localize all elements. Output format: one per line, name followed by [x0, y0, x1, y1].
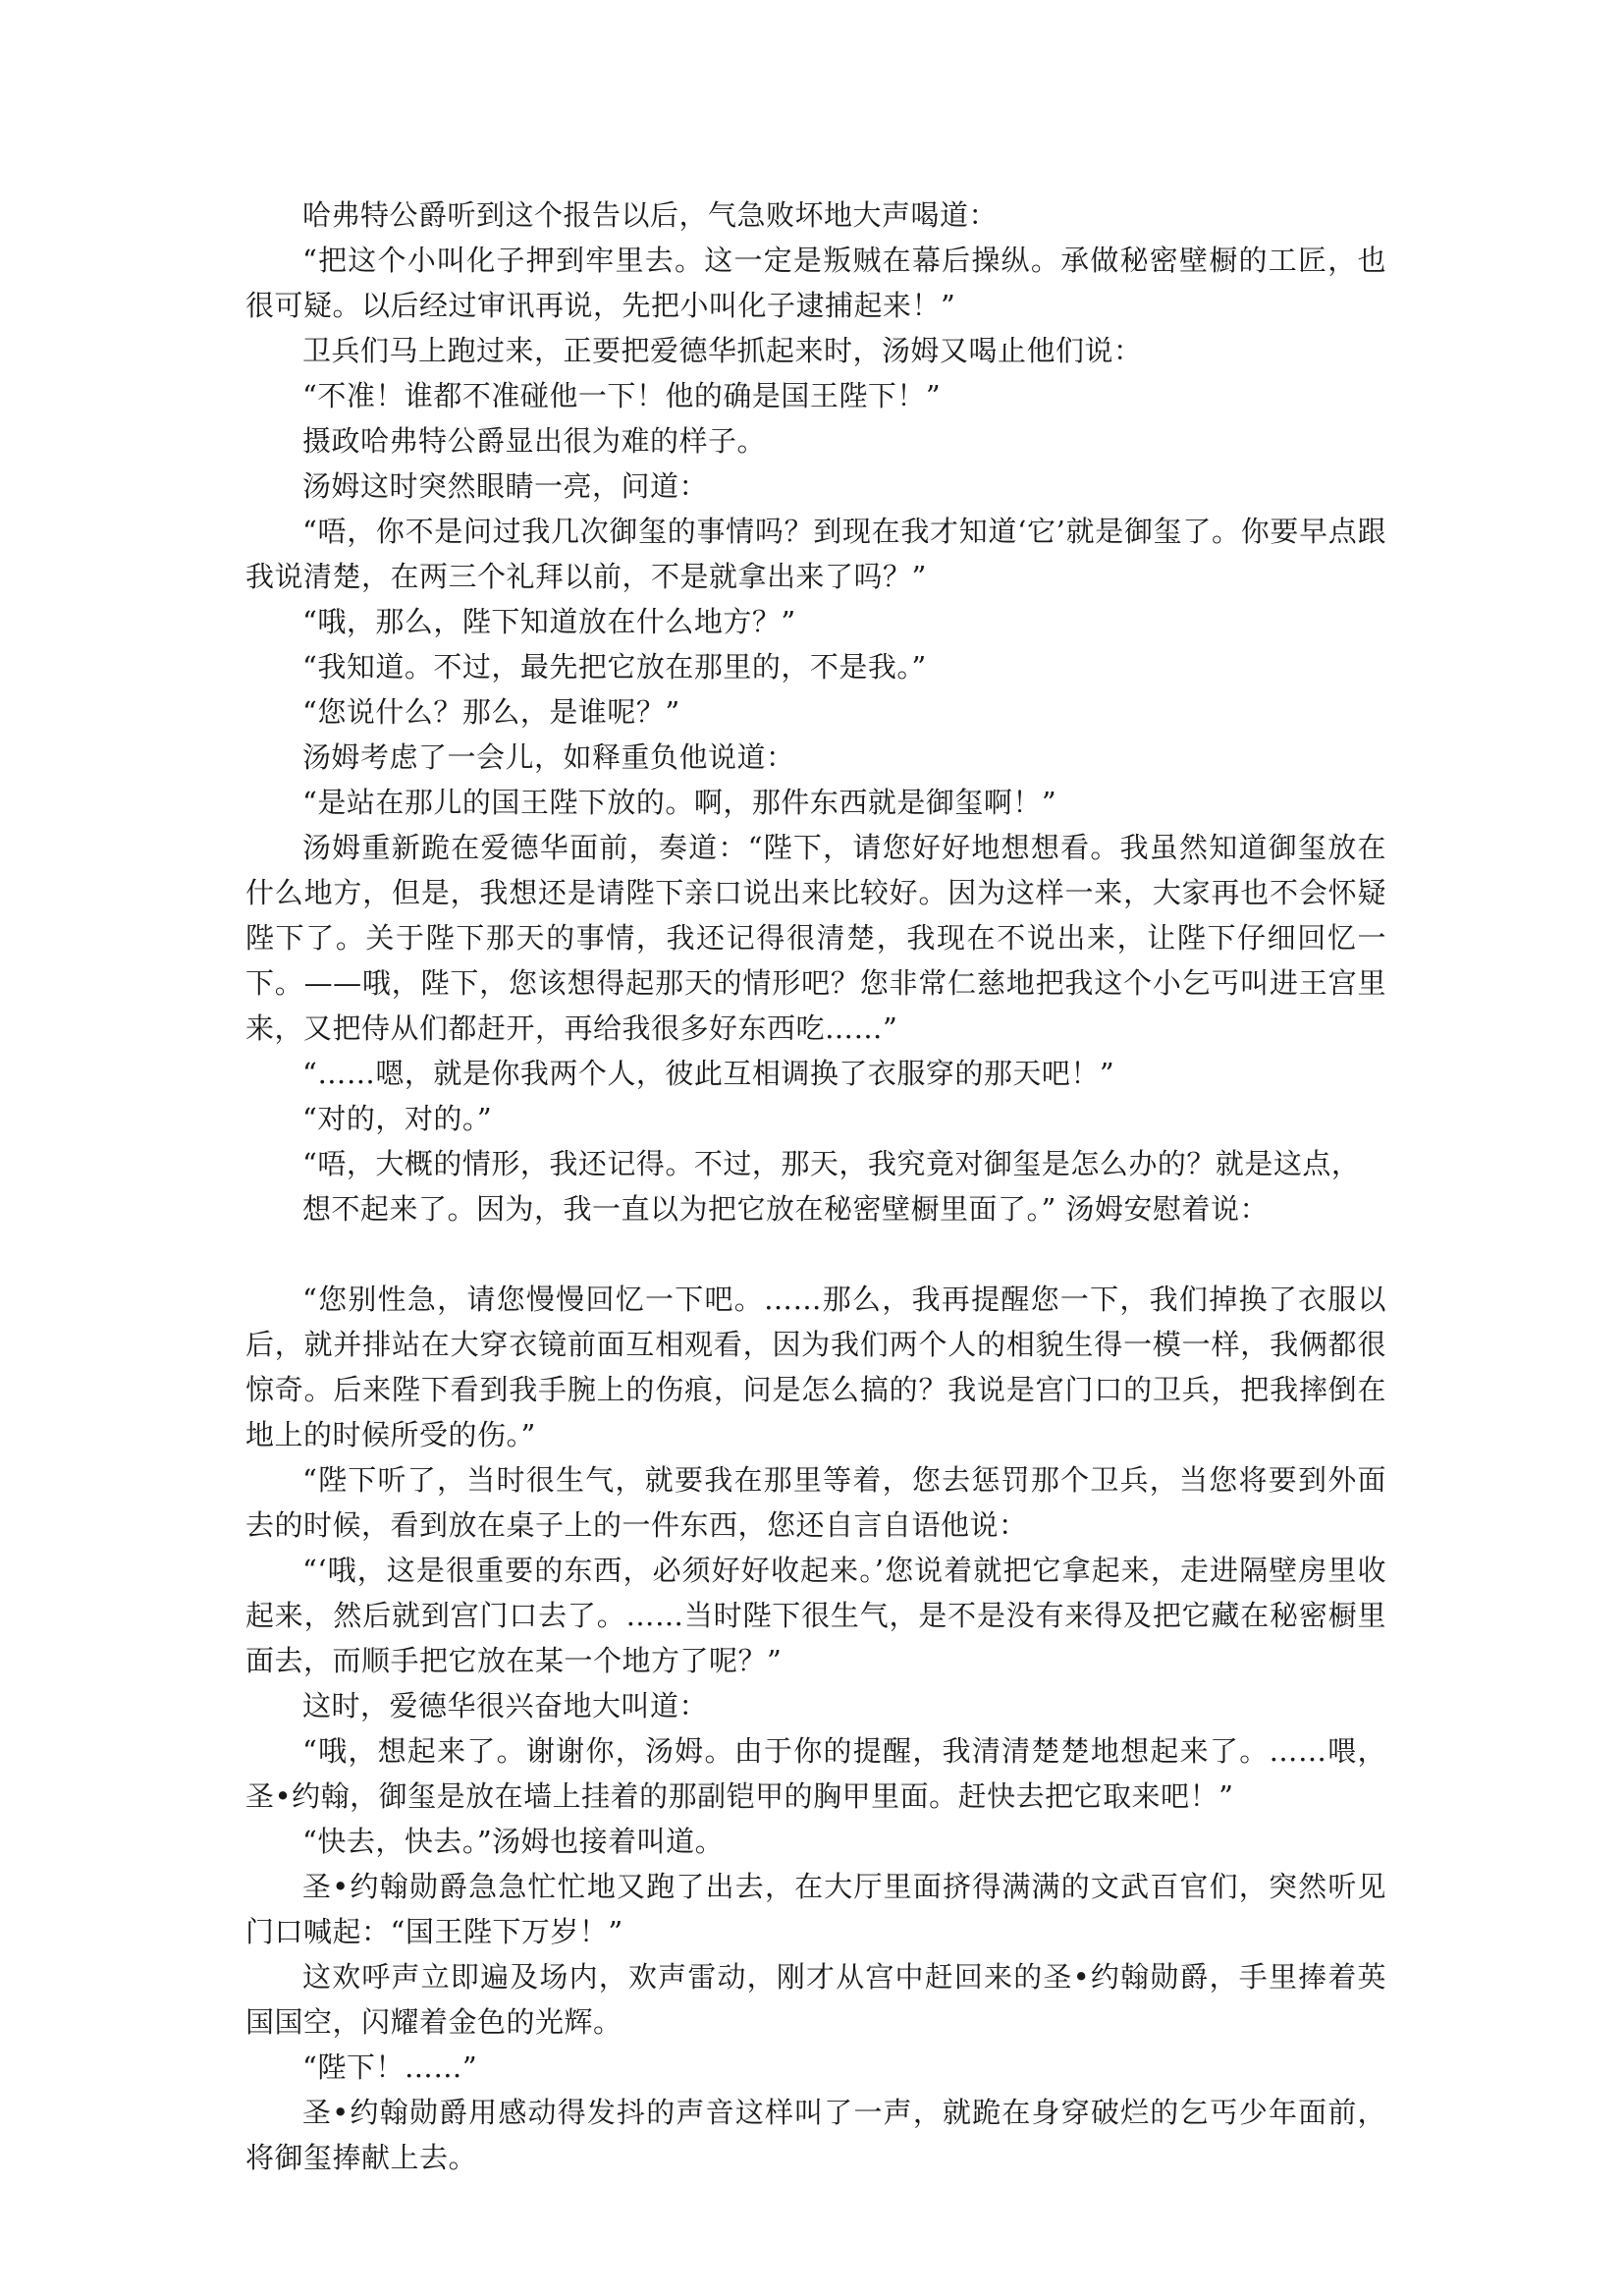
paragraph-24: 圣•约翰勋爵急急忙忙地又跑了出去，在大厅里面挤得满满的文武百官们，突然听见门口喊起：“国王陛下万岁！”	[245, 1870, 1386, 1948]
paragraph-21: 这时，爱德华很兴奋地大叫道：	[302, 1689, 709, 1722]
paragraph-6: 汤姆这时突然眼睛一亮，问道：	[302, 469, 709, 503]
paragraph-20: “‘哦，这是很重要的东西，必须好好收起来。’您说着就把它拿起来，走进隔壁房里收起来，然后就到宫门口去了。……当时陛下很生气，是不是没有来得及把它藏在秘密橱里面去，而顺手把它放在某一个地方了呢？”	[245, 1554, 1386, 1677]
paragraph-25: 这欢呼声立即遍及场内，欢声雷动，刚才从宫中赶回来的圣•约翰勋爵，手里捧着英国国空，闪耀着金色的光辉。	[245, 1960, 1386, 2039]
paragraph-19: “陛下听了，当时很生气，就要我在那里等着，您去惩罚那个卫兵，当您将要到外面去的时候，看到放在桌子上的一件东西，您还自言自语他说：	[245, 1463, 1386, 1542]
paragraph-5: 摄政哈弗特公爵显出很为难的样子。	[302, 424, 767, 458]
paragraph-17: 想不起来了。因为，我一直以为把它放在秘密壁橱里面了。” 汤姆安慰着说：	[302, 1192, 1270, 1226]
paragraph-gap	[245, 1231, 1386, 1277]
paragraph-16: “唔，大概的情形，我还记得。不过，那天，我究竟对御玺是怎么办的？就是这点，	[302, 1147, 1361, 1180]
paragraph-15: “对的，对的。”	[302, 1102, 493, 1135]
paragraph-12: “是站在那儿的国王陛下放的。啊，那件东西就是御玺啊！”	[302, 786, 1057, 819]
paragraph-14: “……嗯，就是你我两个人，彼此互相调换了衣服穿的那天吧！”	[302, 1057, 1115, 1090]
paragraph-10: “您说什么？那么，是谁呢？”	[302, 695, 680, 729]
paragraph-8: “哦，那么，陛下知道放在什么地方？”	[302, 605, 796, 638]
paragraph-18: “您别性急，请您慢慢回忆一下吧。……那么，我再提醒您一下，我们掉换了衣服以后，就并排站在大穿衣镜前面互相观看，因为我们两个人的相貌生得一模一样，我俩都很惊奇。后来陛下看到我手腕上的伤痕，问是怎么搞的？我说是宫门口的卫兵，把我摔倒在地上的时候所受的伤。”	[245, 1283, 1386, 1451]
paragraph-2: “把这个小叫化子押到牢里去。这一定是叛贼在幕后操纵。承做秘密壁橱的工匠，也很可疑。以后经过审讯再说，先把小叫化子逮捕起来！”	[245, 244, 1386, 322]
paragraph-22: “哦，想起来了。谢谢你，汤姆。由于你的提醒，我清清楚楚地想起来了。……喂，圣•约翰，御玺是放在墙上挂着的那副铠甲的胸甲里面。赶快去把它取来吧！”	[245, 1734, 1386, 1813]
paragraph-13: 汤姆重新跪在爱德华面前，奏道：“陛下，请您好好地想想看。我虽然知道御玺放在什么地方，但是，我想还是请陛下亲口说出来比较好。因为这样一来，大家再也不会怀疑陛下了。关于陛下那天的事情，我还记得很清楚，我现在不说出来，让陛下仔细回忆一下。——哦，陛下，您该想得起那天的情形吧？您非常仁慈地把我这个小乞丐叫进王宫里来，又把侍从们都赶开，再给我很多好东西吃……”	[245, 831, 1386, 1045]
paragraph-11: 汤姆考虑了一会儿，如释重负他说道：	[302, 740, 795, 774]
paragraph-27: 圣•约翰勋爵用感动得发抖的声音这样叫了一声，就跪在身穿破烂的乞丐少年面前，将御玺捧献上去。	[245, 2096, 1386, 2174]
paragraph-23: “快去，快去。”汤姆也接着叫道。	[302, 1825, 725, 1858]
paragraph-1: 哈弗特公爵听到这个报告以后，气急败坏地大声喝道：	[302, 198, 999, 232]
paragraph-3: 卫兵们马上跑过来，正要把爱德华抓起来时，汤姆又喝止他们说：	[302, 334, 1143, 367]
paragraph-7: “唔，你不是问过我几次御玺的事情吗？到现在我才知道‘它’就是御玺了。你要早点跟我说清楚，在两三个礼拜以前，不是就拿出来了吗？”	[245, 515, 1386, 593]
document-page	[245, 192, 1386, 2180]
paragraph-4: “不准！谁都不准碰他一下！他的确是国王陛下！”	[302, 379, 942, 412]
paragraph-9: “我知道。不过，最先把它放在那里的，不是我。”	[302, 650, 927, 683]
paragraph-26: “陛下！……”	[302, 2050, 478, 2084]
